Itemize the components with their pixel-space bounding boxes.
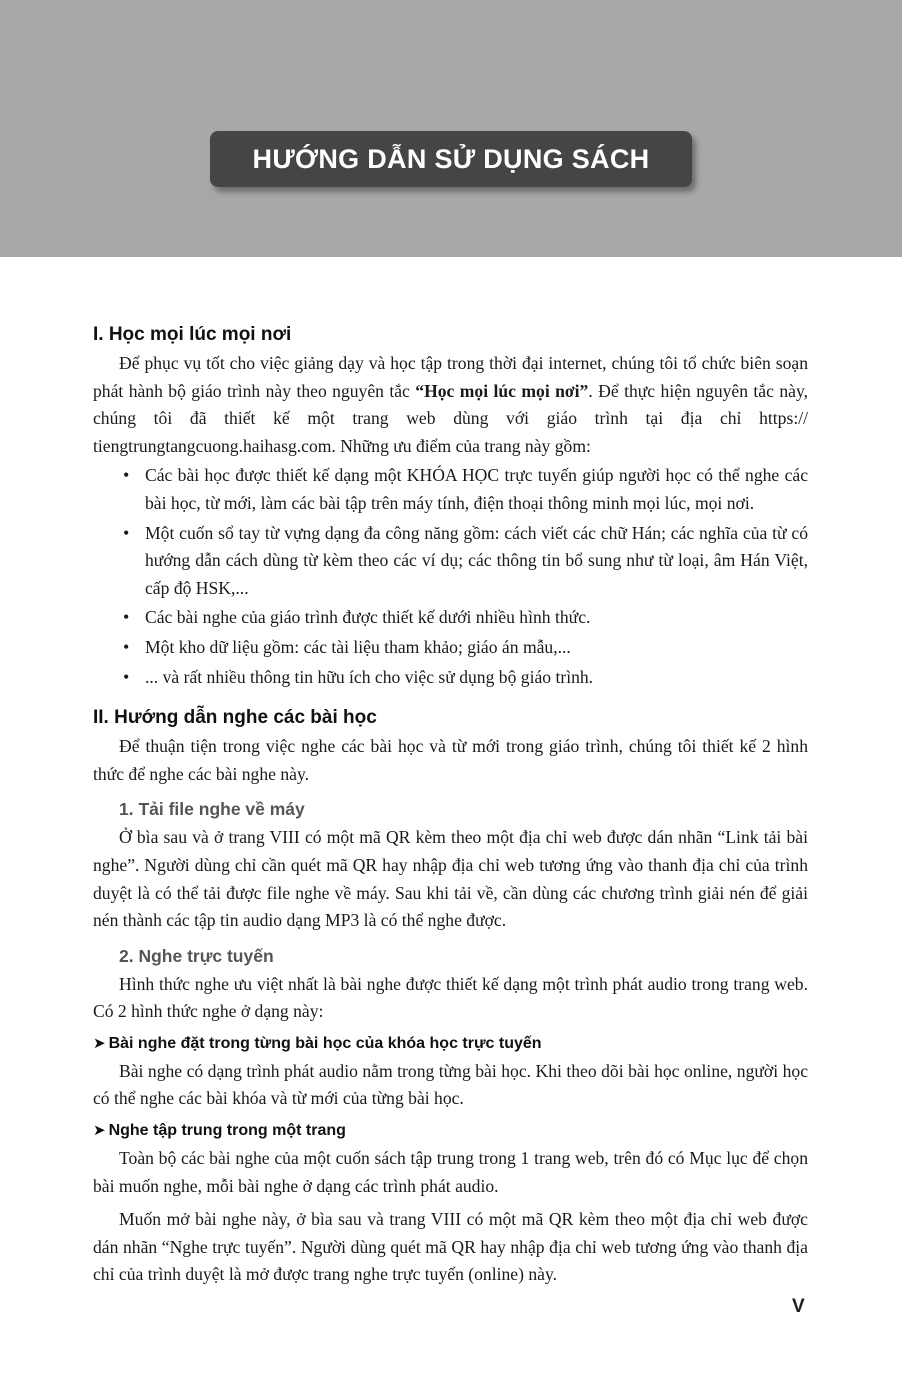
section2-heading: II. Hướng dẫn nghe các bài học bbox=[93, 707, 377, 729]
bullet-item: • Các bài nghe của giáo trình được thiết kế dưới nhiều hình thức. bbox=[145, 604, 808, 632]
header-band bbox=[0, 0, 902, 257]
subsection2-heading: 2. Nghe trực tuyến bbox=[119, 945, 274, 966]
subsection2-text: Hình thức nghe ưu việt nhất là bài nghe được thiết kế dạng một trình phát audio trong trang web. Có 2 hình thức nghe ở dạng này: bbox=[93, 973, 808, 1022]
option2-heading bbox=[93, 1117, 808, 1145]
arrow-icon: ➤ bbox=[93, 1034, 106, 1052]
page-number: V bbox=[792, 1296, 805, 1317]
bullet-item: • Một kho dữ liệu gồm: các tài liệu tham khảo; giáo án mẫu,... bbox=[145, 634, 808, 662]
subsection1-heading: 1. Tải file nghe về máy bbox=[119, 799, 305, 820]
title-box bbox=[210, 131, 692, 187]
section1-heading: I. Học mọi lúc mọi nơi bbox=[93, 324, 292, 345]
bullet-item: • Một cuốn sổ tay từ vựng dạng đa công năng gồm: cách viết các chữ Hán; các nghĩa của từ có hướng dẫn cách dùng từ kèm theo các ví dụ; các thông tin bổ sung như từ loại, âm Hán Việt, cấp độ HSK,... bbox=[145, 520, 808, 603]
section1-intro-part1: Để phục vụ tốt cho việc giảng dạy và học tập trong thời đại internet, chúng tôi tổ chức biên soạn phát hành bộ giáo trình này theo nguyên tắc bbox=[93, 353, 808, 401]
arrow-icon: ➤ bbox=[93, 1122, 106, 1140]
page-title: HƯỚNG DẪN SỬ DỤNG SÁCH bbox=[252, 143, 650, 174]
option2-title: Nghe tập trung trong một trang bbox=[108, 1122, 346, 1140]
option1-text: Bài nghe có dạng trình phát audio nằm trong từng bài học. Khi theo dõi bài học online, người học có thể nghe các bài khóa và từ mới của từng bài học. bbox=[93, 1060, 808, 1109]
option1-heading bbox=[93, 1030, 808, 1058]
option2-text2: Muốn mở bài nghe này, ở bìa sau và trang VIII có một mã QR kèm theo một địa chỉ web được dán nhãn “Nghe trực tuyến”. Người dùng quét mã QR hay nhập địa chỉ web tương ứng vào thanh địa chỉ của trình duyệt là mở được trang nghe trực tuyến (online) này. bbox=[93, 1209, 808, 1285]
option1-title: Bài nghe đặt trong từng bài học của khóa học trực tuyến bbox=[108, 1034, 542, 1052]
section1-intro-bold: “Học mọi lúc mọi nơi” bbox=[415, 380, 589, 401]
section1-intro-part2: . Để thực hiện nguyên tắc này, chúng tôi đã thiết kế một trang web dùng với giáo trình tại địa chỉ https:// tiengtrungtangcuong.haihasg.com. Những ưu điểm của trang này gồm: bbox=[93, 380, 808, 456]
bullet-item: • ... và rất nhiều thông tin hữu ích cho việc sử dụng bộ giáo trình. bbox=[145, 664, 808, 692]
section1-intro bbox=[93, 350, 808, 460]
section1-bullet-list bbox=[93, 462, 808, 691]
option2-text1: Toàn bộ các bài nghe của một cuốn sách tập trung trong 1 trang web, trên đó có Mục lục để chọn bài muốn nghe, mỗi bài nghe ở dạng các trình phát audio. bbox=[93, 1148, 808, 1196]
bullet-item: • Các bài học được thiết kế dạng một KHÓA HỌC trực tuyến giúp người học có thể nghe các bài học, từ mới, làm các bài tập trên máy tính, điện thoại thông minh mọi lúc, mọi nơi. bbox=[145, 462, 808, 517]
section2-intro: Để thuận tiện trong việc nghe các bài học và từ mới trong giáo trình, chúng tôi thiết kế 2 hình thức để nghe các bài nghe này. bbox=[93, 736, 808, 784]
content bbox=[93, 320, 808, 1289]
subsection1-text: Ở bìa sau và ở trang VIII có một mã QR kèm theo một địa chỉ web được dán nhãn “Link tải bài nghe”. Người dùng chỉ cần quét mã QR hay nhập địa chỉ web tương ứng vào thanh địa chỉ của trình duyệt là có thể tải được file nghe về máy. Sau khi tải về, cần dùng các chương trình giải nén để giải nén thành các tập tin audio dạng MP3 là có thể nghe được. bbox=[93, 827, 808, 931]
